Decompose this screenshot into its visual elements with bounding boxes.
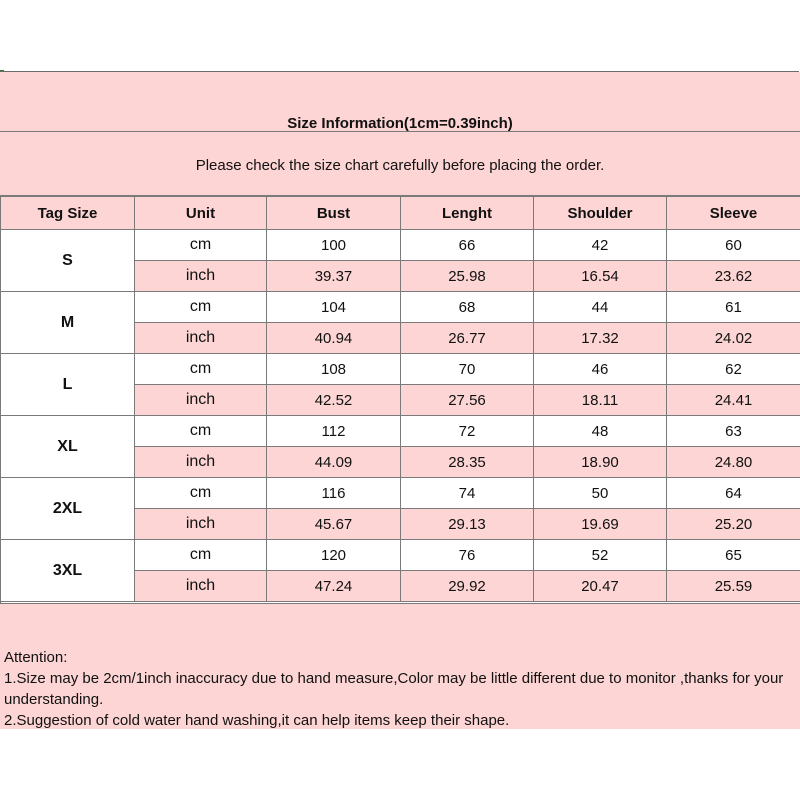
length-cell: 76 xyxy=(401,540,534,571)
bust-cell: 100 xyxy=(267,230,401,261)
length-cell: 68 xyxy=(401,292,534,323)
bust-cell: 108 xyxy=(267,354,401,385)
shoulder-cell: 48 xyxy=(534,416,667,447)
shoulder-cell: 46 xyxy=(534,354,667,385)
shoulder-cell: 52 xyxy=(534,540,667,571)
bust-cell: 112 xyxy=(267,416,401,447)
tag-size-cell: XL xyxy=(1,416,135,478)
bust-cell: 116 xyxy=(267,478,401,509)
unit-cell: inch xyxy=(135,323,267,354)
bust-cell: 120 xyxy=(267,540,401,571)
unit-cell: cm xyxy=(135,540,267,571)
notes-heading: Attention: xyxy=(4,649,68,666)
unit-cell: cm xyxy=(135,354,267,385)
length-cell: 74 xyxy=(401,478,534,509)
header-shoulder: Shoulder xyxy=(534,197,667,230)
sleeve-cell: 62 xyxy=(667,354,800,385)
length-cell: 26.77 xyxy=(401,323,534,354)
unit-cell: inch xyxy=(135,385,267,416)
unit-cell: cm xyxy=(135,478,267,509)
shoulder-cell: 18.11 xyxy=(534,385,667,416)
shoulder-cell: 42 xyxy=(534,230,667,261)
shoulder-cell: 44 xyxy=(534,292,667,323)
table-row xyxy=(1,292,800,323)
length-cell: 28.35 xyxy=(401,447,534,478)
page-title: Size Information(1cm=0.39inch) xyxy=(287,115,513,132)
page-subtitle: Please check the size chart carefully before placing the order. xyxy=(195,157,605,174)
sleeve-cell: 64 xyxy=(667,478,800,509)
attention-notes xyxy=(4,647,798,731)
length-cell: 66 xyxy=(401,230,534,261)
notes-line-1: 1.Size may be 2cm/1inch inaccuracy due to hand measure,Color may be little different due to monitor ,thanks for your understanding. xyxy=(4,670,784,708)
shoulder-cell: 17.32 xyxy=(534,323,667,354)
shoulder-cell: 16.54 xyxy=(534,261,667,292)
unit-cell: inch xyxy=(135,447,267,478)
length-cell: 29.13 xyxy=(401,509,534,540)
table-row xyxy=(1,540,800,571)
unit-cell: cm xyxy=(135,292,267,323)
sleeve-cell: 25.20 xyxy=(667,509,800,540)
bust-cell: 104 xyxy=(267,292,401,323)
sleeve-cell: 63 xyxy=(667,416,800,447)
tag-size-cell: 2XL xyxy=(1,478,135,540)
shoulder-cell: 18.90 xyxy=(534,447,667,478)
tag-size-cell: 3XL xyxy=(1,540,135,602)
table-row xyxy=(1,354,800,385)
header-unit: Unit xyxy=(135,197,267,230)
sleeve-cell: 24.41 xyxy=(667,385,800,416)
shoulder-cell: 20.47 xyxy=(534,571,667,602)
size-table xyxy=(0,196,800,602)
unit-cell: inch xyxy=(135,261,267,292)
bust-cell: 40.94 xyxy=(267,323,401,354)
shoulder-cell: 50 xyxy=(534,478,667,509)
length-cell: 27.56 xyxy=(401,385,534,416)
tag-size-cell: L xyxy=(1,354,135,416)
bust-cell: 44.09 xyxy=(267,447,401,478)
length-cell: 70 xyxy=(401,354,534,385)
title-band xyxy=(0,72,800,132)
length-cell: 29.92 xyxy=(401,571,534,602)
sleeve-cell: 24.80 xyxy=(667,447,800,478)
sleeve-cell: 23.62 xyxy=(667,261,800,292)
sleeve-cell: 25.59 xyxy=(667,571,800,602)
header-row xyxy=(1,197,800,230)
header-sleeve: Sleeve xyxy=(667,197,800,230)
unit-cell: cm xyxy=(135,416,267,447)
sleeve-cell: 65 xyxy=(667,540,800,571)
table-row xyxy=(1,230,800,261)
table-row xyxy=(1,478,800,509)
header-length: Lenght xyxy=(401,197,534,230)
length-cell: 25.98 xyxy=(401,261,534,292)
unit-cell: cm xyxy=(135,230,267,261)
sleeve-cell: 61 xyxy=(667,292,800,323)
tag-size-cell: S xyxy=(1,230,135,292)
tag-size-cell: M xyxy=(1,292,135,354)
bust-cell: 47.24 xyxy=(267,571,401,602)
bust-cell: 42.52 xyxy=(267,385,401,416)
bust-cell: 45.67 xyxy=(267,509,401,540)
bust-cell: 39.37 xyxy=(267,261,401,292)
sleeve-cell: 60 xyxy=(667,230,800,261)
subtitle-band xyxy=(0,132,800,196)
shoulder-cell: 19.69 xyxy=(534,509,667,540)
unit-cell: inch xyxy=(135,509,267,540)
unit-cell: inch xyxy=(135,571,267,602)
table-row xyxy=(1,416,800,447)
sleeve-cell: 24.02 xyxy=(667,323,800,354)
header-bust: Bust xyxy=(267,197,401,230)
header-tag-size: Tag Size xyxy=(1,197,135,230)
length-cell: 72 xyxy=(401,416,534,447)
notes-line-2: 2.Suggestion of cold water hand washing,it can help items keep their shape. xyxy=(4,712,510,729)
